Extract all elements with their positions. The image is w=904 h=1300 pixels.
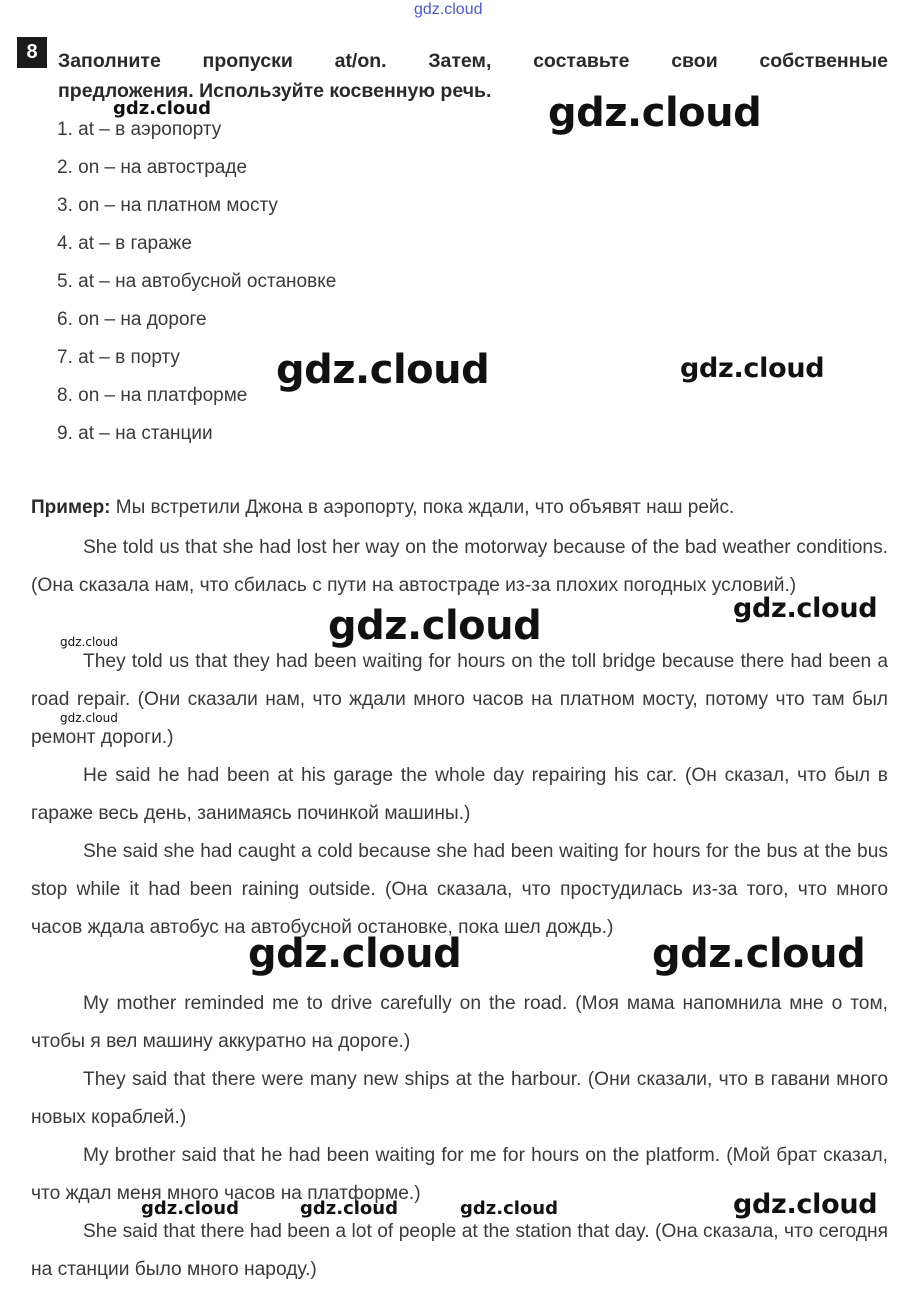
paragraph-8: She said that there had been a lot of people at the station that day. (Она сказала, что сегодня на станции было много народу.)	[31, 1221, 888, 1280]
watermark: gdz.cloud	[60, 711, 118, 725]
answer-item-3: 3. on – на платном мосту	[57, 195, 278, 216]
watermark: gdz.cloud	[680, 353, 825, 384]
paragraph-1: She told us that she had lost her way on the motorway because of the bad weather conditions. (Она сказала нам, что сбилась с пути на автостраде из-за плохих погодных условий.)	[31, 537, 888, 596]
answer-item-1: 1. at – в аэропорту	[57, 119, 222, 140]
watermark: gdz.cloud	[248, 931, 462, 977]
example-line	[31, 497, 734, 519]
exercise-number-badge: 8	[17, 37, 47, 68]
paragraph-5: My mother reminded me to drive carefully on the road. (Моя мама напомнила мне о том, чтобы я вел машину аккуратно на дороге.)	[31, 993, 888, 1052]
paragraph-7: My brother said that he had been waiting for me for hours on the platform. (Мой брат сказал, что ждал меня много часов на платформе.)	[31, 1145, 888, 1204]
watermark: gdz.cloud	[300, 1198, 398, 1219]
paragraph-4: She said she had caught a cold because she had been waiting for hours for the bus at the bus stop while it had been raining outside. (Она сказала, что простудилась из-за того, что много часов ждала автобус на автобусной остановке, пока шел дождь.)	[31, 841, 888, 938]
exercise-title-line-1: Заполните пропуски at/on. Затем, составьте свои собственные	[58, 50, 888, 72]
answer-item-4: 4. at – в гараже	[57, 233, 192, 254]
answer-item-8: 8. on – на платформе	[57, 385, 248, 406]
answer-item-5: 5. at – на автобусной остановке	[57, 271, 337, 292]
answer-item-9: 9. at – на станции	[57, 423, 213, 444]
exercise-title-line-2: предложения. Используйте косвенную речь.	[58, 80, 492, 102]
watermark: gdz.cloud	[652, 931, 866, 977]
answer-item-7: 7. at – в порту	[57, 347, 180, 368]
paragraph-6: They said that there were many new ships at the harbour. (Они сказали, что в гавани много новых кораблей.)	[31, 1069, 888, 1128]
paragraph-3: He said he had been at his garage the whole day repairing his car. (Он сказал, что был в гараже весь день, занимаясь починкой машины.)	[31, 765, 888, 824]
example-text: Мы встретили Джона в аэропорту, пока ждали, что объявят наш рейс.	[115, 497, 735, 518]
answer-item-2: 2. on – на автостраде	[57, 157, 248, 178]
watermark: gdz.cloud	[548, 90, 762, 136]
watermark: gdz.cloud	[113, 98, 211, 119]
answer-item-6: 6. on – на дороге	[57, 309, 207, 330]
watermark: gdz.cloud	[141, 1198, 239, 1219]
paragraph-2: They told us that they had been waiting for hours on the toll bridge because there had been a road repair. (Они сказали нам, что ждали много часов на платном мосту, потому что там был ремонт дороги.)	[31, 651, 888, 748]
watermark: gdz.cloud	[60, 635, 118, 649]
top-watermark: gdz.cloud	[414, 1, 483, 18]
watermark: gdz.cloud	[733, 1189, 878, 1220]
example-label: Пример:	[31, 497, 111, 518]
watermark: gdz.cloud	[276, 347, 490, 393]
watermark: gdz.cloud	[460, 1198, 558, 1219]
watermark: gdz.cloud	[328, 603, 542, 649]
watermark: gdz.cloud	[733, 593, 878, 624]
